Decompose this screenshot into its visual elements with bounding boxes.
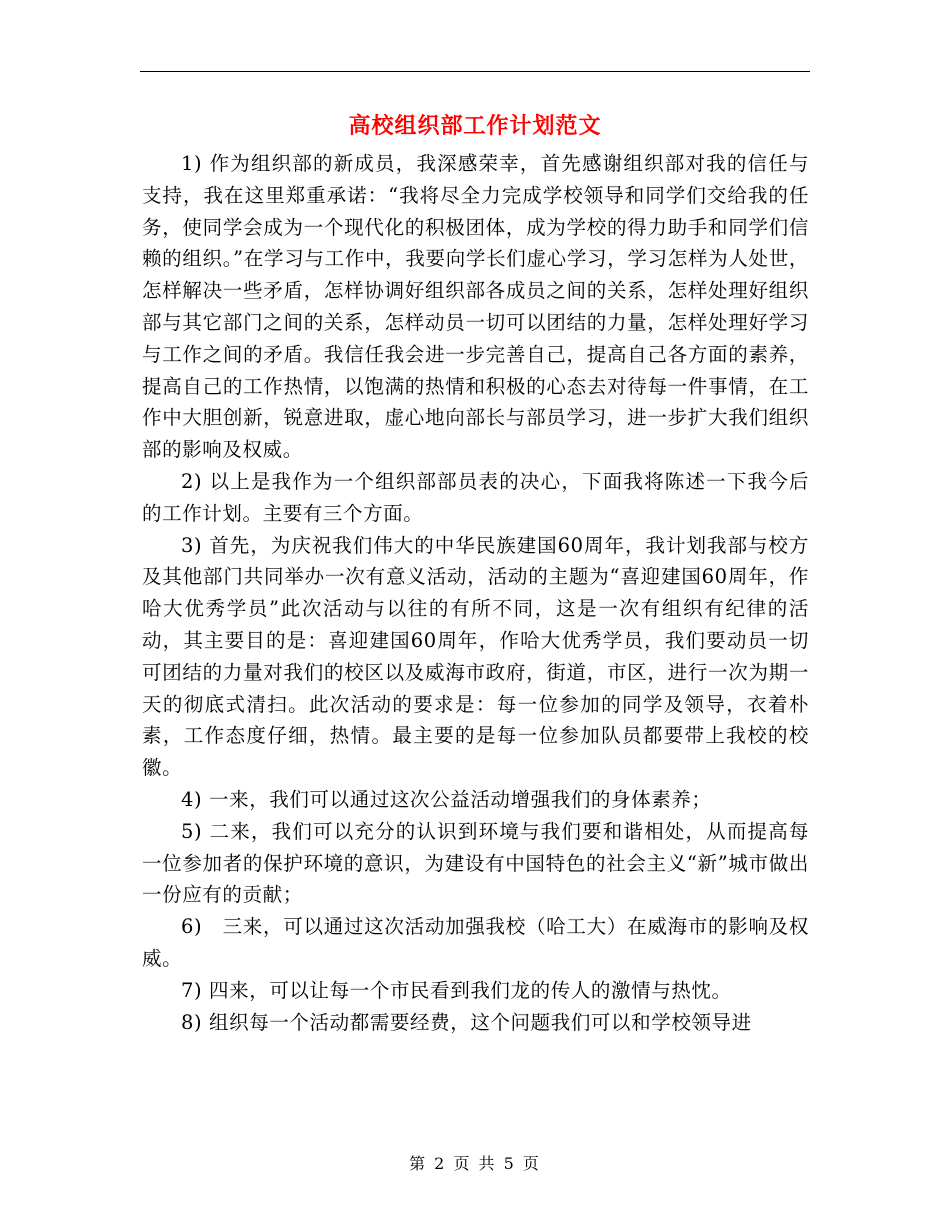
document-body [142,148,809,1038]
paragraph-8: 8) 组织每一个活动都需要经费，这个问题我们可以和学校领导进 [181,1010,752,1034]
page-number-footer: 第 2 页 共 5 页 [409,1154,541,1173]
document-title: 高校组织部工作计划范文 [348,113,602,139]
header-rule [140,71,810,72]
paragraph-1: 1) 作为组织部的新成员，我深感荣幸，首先感谢组织部对我的信任与支持，我在这里郑重承诺：“我将尽全力完成学校领导和同学们交给我的任务，使同学会成为一个现代化的积极团体，成为学校的得力助手和同学们信赖的组织。”在学习与工作中，我要向学长们虚心学习，学习怎样为人处世，怎样解决一些矛盾，怎样协调好组织部各成员之间的关系，怎样处理好组织部与其它部门之间的关系，怎样动员一切可以团结的力量，怎样处理好学习与工作之间的矛盾。我信任我会进一步完善自己，提高自己各方面的素养，提高自己的工作热情，以饱满的热情和积极的心态去对待每一件事情，在工作中大胆创新，锐意进取，虚心地向部长与部员学习，进一步扩大我们组织部的影响及权威。 [142,152,809,462]
paragraph-7: 7) 四来，可以让每一个市民看到我们龙的传人的激情与热忱。 [181,978,732,1002]
paragraph-5: 5) 二来，我们可以充分的认识到环境与我们要和谐相处，从而提高每一位参加者的保护环境的意识，为建设有中国特色的社会主义“新”城市做出一份应有的贡献； [142,819,809,907]
paragraph-3: 3) 首先，为庆祝我们伟大的中华民族建国60周年，我计划我部与校方及其他部门共同举办一次有意义活动，活动的主题为“喜迎建国60周年，作哈大优秀学员”此次活动与以往的有所不同，这是一次有组织有纪律的活动，其主要目的是：喜迎建国60周年，作哈大优秀学员，我们要动员一切可团结的力量对我们的校区以及威海市政府，街道，市区，进行一次为期一天的彻底式清扫。此次活动的要求是：每一位参加的同学及领导，衣着朴素，工作态度仔细，热情。最主要的是每一位参加队员都要带上我校的校徽。 [142,533,809,780]
paragraph-2: 2) 以上是我作为一个组织部部员表的决心，下面我将陈述一下我今后的工作计划。主要有三个方面。 [142,469,809,525]
paragraph-4: 4) 一来，我们可以通过这次公益活动增强我们的身体素养； [181,787,712,811]
paragraph-6: 6) 三来，可以通过这次活动加强我校（哈工大）在威海市的影响及权威。 [142,915,809,970]
